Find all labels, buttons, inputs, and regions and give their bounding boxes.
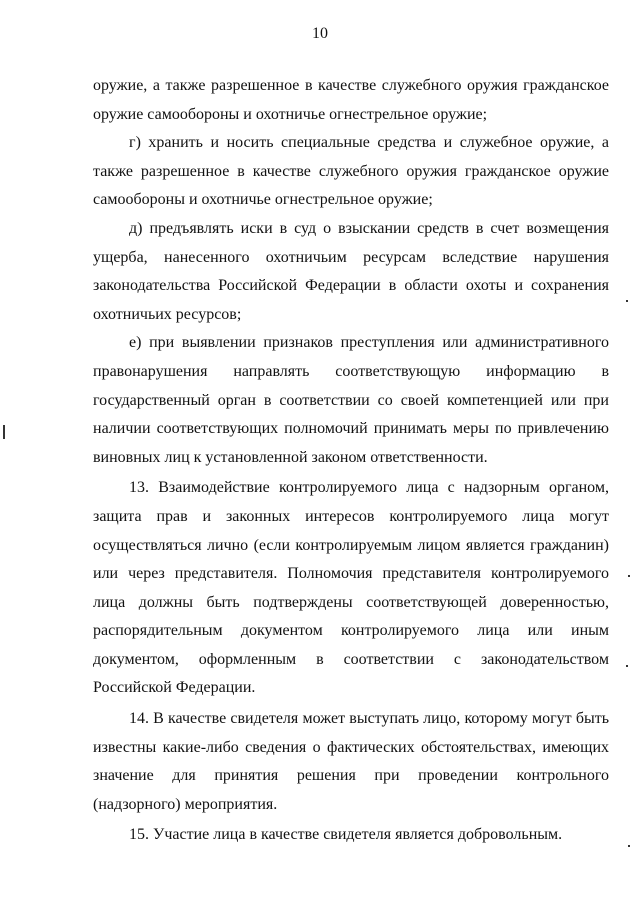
scan-artifact-right-2 [628,575,630,577]
page-number: 10 [312,25,328,42]
paragraph-item-e: е) при выявлении признаков преступления или административного правонарушения направлять соответствующую информацию в государственный орган в соответствии со своей компетенцией или при наличии соответствующих полномочий принимать меры по привлечению виновных лиц к установленной законом ответственности. [93,334,609,466]
scan-artifact-right-4 [628,845,630,847]
scan-artifact-right-1 [626,300,628,302]
paragraph-15: 15. Участие лица в качестве свидетеля является добровольным. [129,826,563,844]
paragraph-item-d: д) предъявлять иски в суд о взыскании средств в счет возмещения ущерба, нанесенного охотничьим ресурсам вследствие нарушения законодательства Российской Федерации в области охоты и сохранения охотничьих ресурсов; [93,219,609,323]
scan-artifact-right-3 [626,665,628,667]
paragraph-14: 14. В качестве свидетеля может выступать лицо, которому могут быть известны какие-либо сведения о фактических обстоятельствах, имеющих значение для принятия решения при проведении контрольного (надзорного) мероприятия. [93,710,609,813]
paragraph-item-g: г) хранить и носить специальные средства и служебное оружие, а также разрешенное в качестве служебного оружия гражданское оружие самообороны и охотничье огнестрельное оружие; [93,134,609,209]
scan-artifact-left [3,425,5,439]
paragraph-continuation: оружие, а также разрешенное в качестве служебного оружия гражданское оружие самообороны и охотничье огнестрельное оружие; [93,77,609,123]
document-body [93,72,609,850]
paragraph-13: 13. Взаимодействие контролируемого лица с надзорным органом, защита прав и законных интересов контролируемого лица могут осуществляться лично (если контролируемым лицом является гражданин) или через представителя. Полномочия представителя контролируемого лица должны быть подтверждены соответствующей доверенностью, распорядительным документом контролируемого лица или иным документом, оформленным в соответствии с законодательством Российской Федерации. [93,479,609,697]
